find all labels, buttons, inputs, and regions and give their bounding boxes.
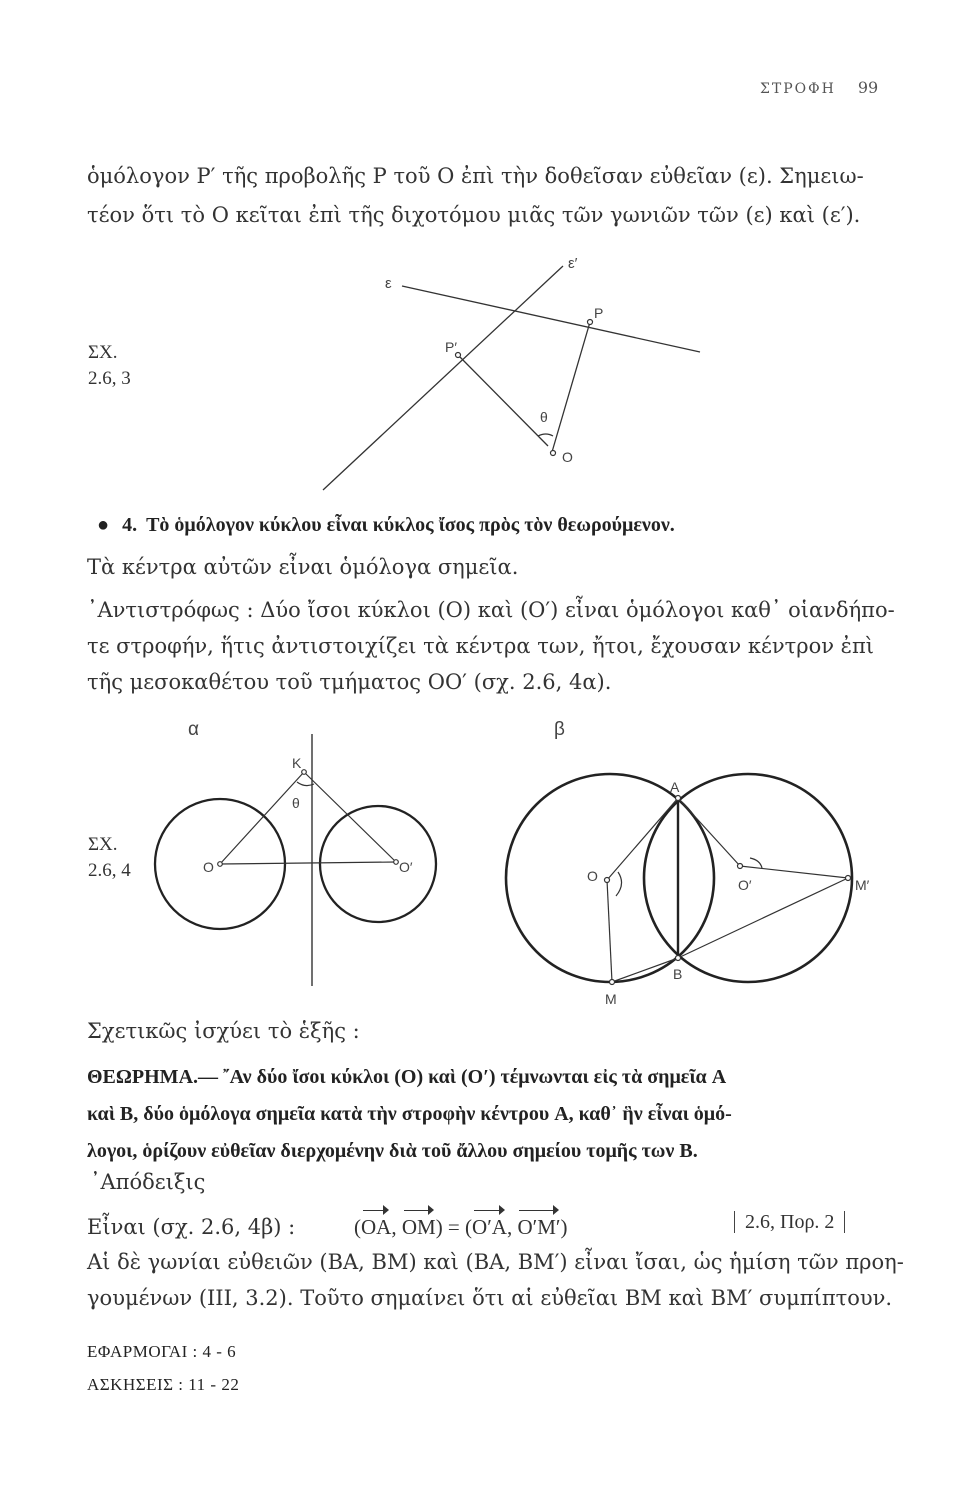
proof-eq-prefix: Εἶναι (σχ. 2.6, 4β) : <box>87 1215 296 1239</box>
segment-p-prime-o <box>458 355 548 446</box>
figure-3-diagram <box>0 0 979 500</box>
point-a <box>676 796 681 801</box>
body2-line-1: Σχετικῶς ἰσχύει τὸ ἑξῆς : <box>87 1019 360 1043</box>
segment-k-o-prime <box>304 772 396 862</box>
header-title: ΣΤΡΟΦΗ <box>760 81 836 97</box>
theorem-heading: ΘΕΩΡΗΜΑ.— <box>87 1066 219 1088</box>
segment-m-b <box>612 958 678 982</box>
theorem-text-1: ῎Αν δύο ἴσοι κύκλοι (O) καὶ (O′) τέμνωνται εἰς τὰ σημεῖα A <box>223 1066 727 1088</box>
figure-4-label-line-2: 2.6, 4 <box>88 860 131 881</box>
proof-line-2: Αἱ δὲ γωνίαι εὐθειῶν (BA, BM) καὶ (BA, BM′) εἶναι ἴσαι, ὡς ἡμίση τῶν προη- <box>87 1250 904 1274</box>
label-o-prime-beta: O′ <box>738 877 752 893</box>
segment-o-prime-m-prime <box>740 866 848 878</box>
theorem-line-2: καὶ B, δύο ὁμόλογα σημεῖα κατὰ τὴν στροφὴν κέντρου A, καθ᾿ ἣν εἶναι ὁμό- <box>87 1103 732 1125</box>
circle-o-prime-right <box>320 806 436 922</box>
label-eps-prime: ε′ <box>568 255 578 272</box>
vector-om: OM <box>401 1215 436 1239</box>
line-eps-prime <box>323 266 563 490</box>
label-b: B <box>673 966 683 982</box>
point-k <box>302 770 307 775</box>
figure-3-label-line-1: ΣΧ. <box>88 342 118 363</box>
label-o-beta: O <box>587 868 598 884</box>
body1-line-1: Τὰ κέντρα αὐτῶν εἶναι ὁμόλογα σημεῖα. <box>87 555 519 579</box>
point-m <box>610 980 615 985</box>
vector-o-prime-m-prime: O′M′ <box>517 1215 561 1239</box>
intro-line-2: τέον ὅτι τὸ O κεῖται ἐπὶ τῆς διχοτόμου μιᾶς τῶν γωνιῶν τῶν (ε) καὶ (ε′). <box>87 203 861 227</box>
proposition-text: Τὸ ὁμόλογον κύκλου εἶναι κύκλος ἴσος πρὸς τὸν θεωρούμενον. <box>146 514 675 536</box>
bullet-icon: ● <box>97 514 110 536</box>
proof-line-3: γουμένων (III, 3.2). Τοῦτο σημαίνει ὅτι αἱ εὐθεῖαι BM καὶ BM′ συμπίπτουν. <box>87 1286 893 1310</box>
segment-a-o-prime <box>678 798 740 866</box>
vector-oa: OA <box>361 1215 392 1239</box>
label-p: P <box>594 305 604 321</box>
body1-line-2: ᾿Αντιστρόφως : Δύο ἴσοι κύκλοι (O) καὶ (O′) εἶναι ὁμόλογοι καθ᾿ οἱανδήπο- <box>87 598 895 622</box>
vector-o-prime-a: O′A <box>472 1215 507 1239</box>
label-eps: ε <box>385 275 392 292</box>
point-o-prime-beta <box>738 864 743 869</box>
proof-reference <box>734 1211 845 1234</box>
point-o <box>551 451 556 456</box>
theorem-line-1 <box>87 1066 726 1089</box>
figure-4-diagram <box>0 700 979 1020</box>
angle-arc-o-prime <box>750 858 762 868</box>
label-o-prime-alpha: O′ <box>399 859 413 875</box>
label-theta-alpha: θ <box>292 795 300 811</box>
exercises-ref: ΑΣΚΗΣΕΙΣ : 11 - 22 <box>87 1375 240 1394</box>
proof-equation: (OA, OM) = (O′A, O′M′) <box>354 1215 568 1239</box>
label-p-prime: P′ <box>445 339 457 355</box>
segment-o-o-prime <box>220 862 396 864</box>
segment-o-k <box>220 772 304 864</box>
angle-arc-o <box>616 872 622 896</box>
figure-4-label-line-1: ΣΧ. <box>88 834 118 855</box>
segment-p-o <box>552 322 590 452</box>
theta-arc <box>538 434 553 436</box>
body1-line-4: τῆς μεσοκαθέτου τοῦ τμήματος OO′ (σχ. 2.6, 4α). <box>87 670 612 694</box>
figure-3-label-line-2: 2.6, 3 <box>88 368 131 389</box>
page-number: 99 <box>857 78 879 97</box>
segment-b-m-prime <box>678 878 848 958</box>
point-m-prime <box>846 876 851 881</box>
intro-line-1: ὁμόλογον P′ τῆς προβολῆς P τοῦ O ἐπὶ τὴν δοθεῖσαν εὐθεῖαν (ε). Σημειω- <box>87 164 864 188</box>
point-o-beta <box>605 878 610 883</box>
proposition-number: 4. <box>122 514 138 536</box>
label-k: K <box>292 755 302 771</box>
point-o-alpha <box>218 862 223 867</box>
label-a: A <box>670 779 680 795</box>
theorem-line-3: λογοι, ὁρίζουν εὐθεῖαν διερχομένην διὰ τοῦ ἄλλου σημείου τομῆς των B. <box>87 1140 698 1162</box>
applications-ref: ΕΦΑΡΜΟΓΑΙ : 4 - 6 <box>87 1342 237 1361</box>
segment-o-m <box>607 880 612 982</box>
proof-heading: ᾿Απόδειξις <box>90 1170 206 1194</box>
point-p <box>588 320 593 325</box>
label-m-prime: M′ <box>855 877 870 893</box>
label-alpha: α <box>188 719 199 740</box>
body1-line-3: τε στροφήν, ἥτις ἀντιστοιχίζει τὰ κέντρα των, ἤτοι, ἔχουσαν κέντρον ἐπὶ <box>87 634 874 658</box>
proof-reference-text: 2.6, Πορ. 2 <box>734 1211 845 1233</box>
label-theta: θ <box>540 409 548 425</box>
segment-o-a <box>607 798 678 880</box>
label-o: O <box>562 449 573 465</box>
point-o-prime-alpha <box>394 860 399 865</box>
label-m: M <box>605 991 617 1007</box>
label-beta: β <box>554 719 565 740</box>
label-o-alpha: O <box>203 859 214 875</box>
proposition-4-title <box>97 514 675 537</box>
point-b <box>676 956 681 961</box>
